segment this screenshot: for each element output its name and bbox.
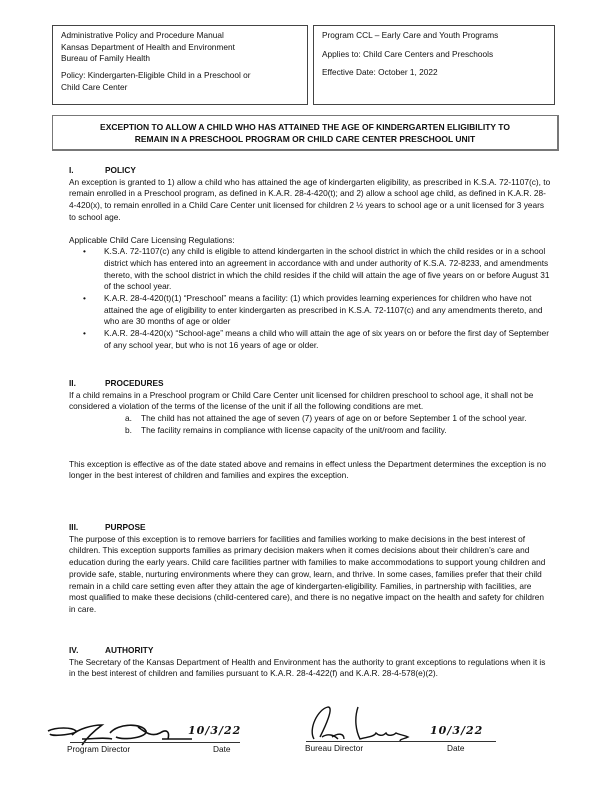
section-heading bbox=[69, 165, 551, 177]
bullet-icon: • bbox=[83, 293, 86, 304]
section-heading bbox=[69, 522, 551, 534]
signature-block-program-director bbox=[40, 715, 300, 755]
section-purpose bbox=[69, 522, 551, 616]
date-label: Date bbox=[213, 744, 231, 754]
bullet-icon: • bbox=[83, 328, 86, 339]
regulations-heading: Applicable Child Care Licensing Regulations: bbox=[69, 234, 235, 245]
procedures-body: If a child remains in a Preschool program or Child Care Center unit licensed for children preschool to school age, it shall not be considered a violation of the terms of the license of the unit if all the following conditions are met. bbox=[69, 389, 534, 412]
manual-title: Administrative Policy and Procedure Manual bbox=[61, 30, 224, 40]
program-name: Program CCL – Early Care and Youth Programs bbox=[322, 30, 499, 40]
section-number: I. bbox=[69, 165, 74, 175]
section-number: IV. bbox=[69, 645, 79, 655]
signature-scribble-icon bbox=[304, 703, 434, 743]
section-title: PURPOSE bbox=[105, 522, 146, 532]
signer-role: Program Director bbox=[67, 744, 131, 754]
policy-name-line2: Child Care Center bbox=[61, 81, 128, 92]
regulations-list bbox=[69, 246, 551, 351]
section-number: III. bbox=[69, 522, 79, 532]
bullet-icon: • bbox=[83, 246, 86, 257]
document-title-line1: EXCEPTION TO ALLOW A CHILD WHO HAS ATTAINED THE AGE OF KINDERGARTEN ELIGIBILITY TO bbox=[100, 122, 510, 132]
header-info-box-right bbox=[313, 25, 555, 105]
department-name: Kansas Department of Health and Environment bbox=[61, 41, 235, 52]
section-number: II. bbox=[69, 378, 76, 388]
list-item: b. The facility remains in compliance with license capacity of the unit/room and facility. bbox=[125, 424, 447, 435]
signature-date: 10/3/22 bbox=[430, 724, 484, 737]
effective-date: Effective Date: October 1, 2022 bbox=[322, 67, 438, 78]
bureau-name: Bureau of Family Health bbox=[61, 53, 151, 64]
list-item: • K.A.R. 28-4-420(t)(1) “Preschool” means a facility: (1) which provides learning experiences for children who have not attained the age of eligibility to enter kindergarten as prescribed in K.S.A. 72-1107(c) and any amendments thereto, and who are 30 months of age or older bbox=[83, 293, 543, 327]
section-title: AUTHORITY bbox=[105, 645, 154, 655]
document-title-line2: REMAIN IN A PRESCHOOL PROGRAM OR CHILD CARE CENTER PRESCHOOL UNIT bbox=[134, 134, 476, 144]
section-title: POLICY bbox=[105, 165, 136, 175]
section-authority bbox=[69, 645, 551, 680]
signature-date: 10/3/22 bbox=[188, 724, 242, 737]
authority-body: The Secretary of the Kansas Department of Health and Environment has the authority to grant exceptions to regulations when it is in the best interest of children and families pursuant to K.A.R. 28-4-422(f) and K.A.R. 28-4-578(e)(2). bbox=[69, 656, 546, 679]
list-item: a. The child has not attained the age of seven (7) years of age on or before September 1 of the school year. bbox=[125, 413, 527, 424]
list-item: • K.S.A. 72-1107(c) any child is eligible to attend kindergarten in the school district in which the child resides or in a school district which has entered into an agreement in accordance with and under authority of K.S.A. 72-8233, and amendments thereto, with the school district in which the child resides if the child will attain the age of five years on or before August 31 of the school year. bbox=[83, 246, 550, 292]
policy-body: An exception is granted to 1) allow a child who has attained the age of kindergarten eligibility, as prescribed in K.S.A. 72-1107(c), to remain enrolled in a Preschool program, as defined in K.A.R. 28-4-420(t); and 2) allow a school age child, as defined in K.A.R. 28-4-420(x), to remain enrolled in a Child Care Center unit licensed for children 2 ½ years to school age or a unit licensed for 3 years to school age. bbox=[69, 176, 551, 222]
section-policy bbox=[69, 165, 551, 352]
section-heading bbox=[69, 645, 551, 657]
section-procedures bbox=[69, 378, 551, 482]
purpose-body: The purpose of this exception is to remove barriers for facilities and families working to make decisions in the best interest of children. This exception supports families as primary decision makers when it comes decisions about their children’s care and education during the early years. Child care facilities partner with families to make accommodations to support young children and provide safe, stable, nurturing environments where they can grow, learn, and thrive. In some cases, families prefer that their child remain in a child care setting even after they attain the age of kindergarten-eligibility. Families, in partnership with facilities, are most qualified to make these decisions (child-centered care), and there is no negative impact on the health and safety for children in care. bbox=[69, 533, 546, 614]
signature-block-bureau-director bbox=[300, 703, 520, 758]
policy-name-line1: Policy: Kindergarten-Eligible Child in a Preschool or bbox=[61, 70, 251, 81]
date-label: Date bbox=[447, 743, 465, 753]
conditions-list bbox=[69, 413, 551, 436]
document-title-box bbox=[52, 115, 559, 151]
section-title: PROCEDURES bbox=[105, 378, 164, 388]
applies-to: Applies to: Child Care Centers and Preschools bbox=[322, 48, 494, 59]
list-item: • K.A.R. 28-4-420(x) “School-age” means a child who will attain the age of six years on or before the first day of September of any school year, but who is not 16 years of age or older. bbox=[83, 328, 550, 350]
effective-note: This exception is effective as of the date stated above and remains in effect unless the Department determines the exception is no longer in the best interest of children and families and expires the exception. bbox=[69, 458, 547, 481]
section-heading bbox=[69, 378, 551, 390]
header-info-box-left bbox=[52, 25, 308, 105]
signer-role: Bureau Director bbox=[305, 743, 364, 753]
